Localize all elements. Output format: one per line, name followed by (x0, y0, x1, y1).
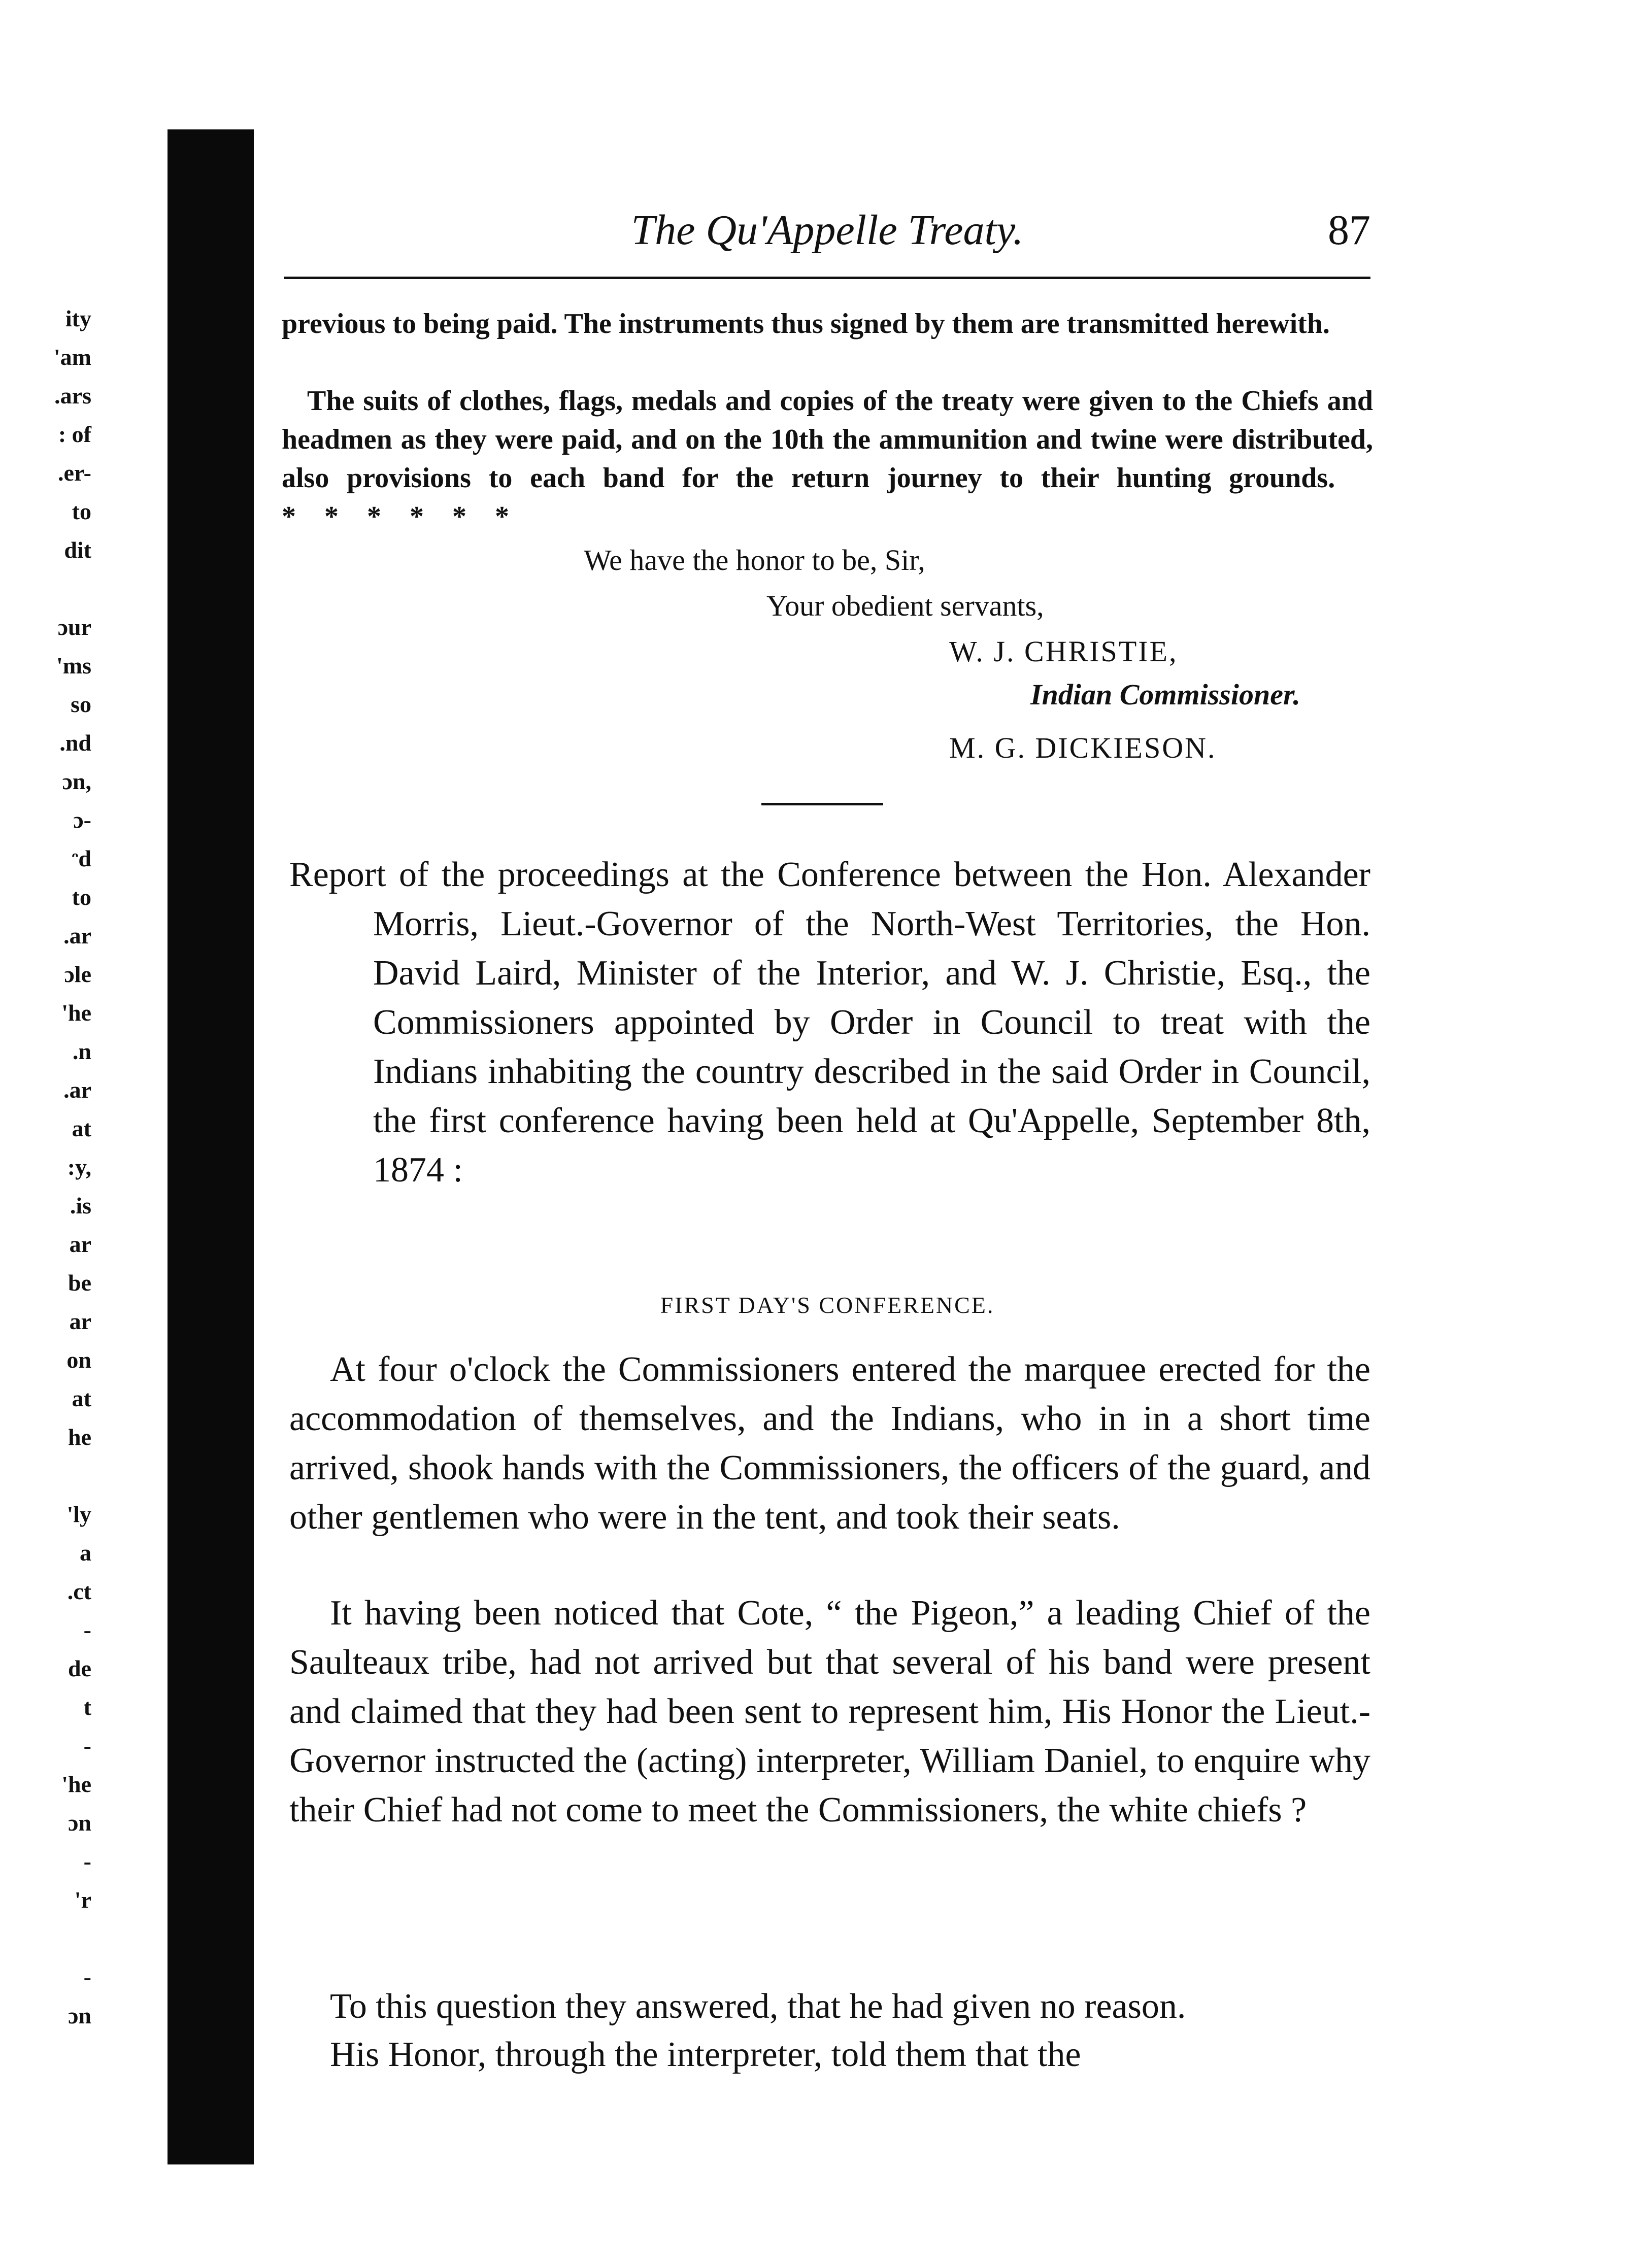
facing-page-fragment: to (72, 498, 91, 524)
facing-page-fragment: 'ly (66, 1501, 91, 1527)
facing-page-fragment: ɔur (57, 614, 91, 640)
facing-page-fragment: a (80, 1540, 91, 1566)
signatory-1-name: W. J. CHRISTIE, (949, 635, 1178, 668)
facing-page-fragment: dit (64, 537, 91, 563)
facing-page-fragment: 'ms (56, 653, 91, 679)
facing-page-fragment: ɔle (64, 961, 91, 987)
body-paragraph-3 (289, 1982, 1370, 2031)
facing-page-fragment: .er- (58, 460, 91, 486)
facing-page-fragment: .ar (63, 1077, 91, 1103)
facing-page-fragment (5, 569, 91, 608)
header-rule (284, 277, 1370, 279)
facing-page-fragment: - (83, 1848, 91, 1874)
section-heading: FIRST DAY'S CONFERENCE. (660, 1292, 995, 1318)
facing-page-fragment: ar (69, 1231, 91, 1257)
facing-page-fragment: .ct (67, 1578, 91, 1604)
page-number: 87 (1328, 207, 1370, 254)
body-paragraph-2 (289, 1588, 1370, 1835)
facing-page-fragment: .ar (63, 923, 91, 949)
letter-closing-1: We have the honor to be, Sir, (584, 544, 925, 577)
facing-page-fragment: ɔn (68, 1810, 91, 1836)
running-title: The Qu'Appelle Treaty. (631, 207, 1024, 254)
facing-page-fragment: to (72, 884, 91, 910)
letter-paragraph-2 (282, 382, 1373, 536)
facing-page-fragment: : of (58, 421, 91, 447)
facing-page-fragment: ɔn, (62, 768, 91, 794)
facing-page-fragment: - (83, 1733, 91, 1758)
facing-page-fragment: at (72, 1115, 91, 1141)
facing-page-fragment: .is (70, 1193, 91, 1218)
facing-page-fragment: be (68, 1270, 91, 1296)
running-head (284, 188, 1370, 254)
facing-page-fragment (5, 1457, 91, 1495)
letter-paragraph-2-text: The suits of clothes, flags, medals and copies of the treaty were given to the Chiefs and headmen as they were paid, and on the 10th the ammunition and twine were distributed, also provisions to each band for the return journey to their hunting grounds. (282, 385, 1373, 494)
facing-page-fragment: t (83, 1694, 91, 1720)
body-paragraph-1 (289, 1345, 1370, 1542)
body-paragraph-4 (289, 2030, 1370, 2079)
facing-page-fragment: ar (69, 1308, 91, 1334)
facing-page-fragments (5, 299, 91, 2035)
signatory-2-name: M. G. DICKIESON. (949, 731, 1217, 764)
facing-page-fragment: :y, (67, 1154, 91, 1180)
binding-shadow (168, 129, 254, 2164)
facing-page-fragment: ity (65, 306, 91, 331)
report-heading-text: Report of the proceedings at the Conference between the Hon. Alexander Morris, Lieut.-Governor of the North-West Territories, the Hon. David Laird, Minister of the Interior, and W. J. Christie, Esq., the Commissioners appointed by Order in Council to treat with the Indians inhabiting the country described in the said Order in Council, the first conference having been held at Qu'Appelle, September 8th, 1874 : (289, 855, 1370, 1190)
facing-page-fragment: at (72, 1385, 91, 1411)
section-divider (761, 803, 883, 805)
facing-page-fragment: de (68, 1655, 91, 1681)
facing-page-fragment: so (71, 691, 91, 717)
facing-page-fragment: - (83, 1617, 91, 1643)
body-paragraph-4-text: His Honor, through the interpreter, told them that the (330, 2035, 1081, 2074)
facing-page-fragment (5, 1919, 91, 1958)
facing-page-fragment: - (83, 1964, 91, 1990)
facing-page-fragment: 'r (74, 1887, 91, 1913)
facing-page-fragment: ᵔd (72, 845, 91, 871)
body-paragraph-1-text: At four o'clock the Commissioners entered the marquee erected for the accommodation of themselves, and the Indians, who in in a short time arrived, shook hands with the Commissioners, the officers of the guard, and other gentlemen who were in the tent, and took their seats. (289, 1350, 1370, 1537)
facing-page-fragment: he (68, 1424, 91, 1450)
facing-page-fragment: on (66, 1347, 91, 1373)
body-paragraph-2-text: It having been noticed that Cote, “ the Pigeon,” a leading Chief of the Saulteaux tribe, had not arrived but that several of his band were present and claimed that they had been sent to represent him, His Honor the Lieut.-Governor instructed the (acting) interpreter, William Daniel, to enquire why their Chief had not come to meet the Commissioners, the white chiefs ? (289, 1594, 1370, 1830)
body-paragraph-3-text: To this question they answered, that he had given no reason. (330, 1987, 1186, 2026)
facing-page-fragment: 'he (61, 1771, 91, 1797)
report-heading (289, 850, 1370, 1195)
facing-page-fragment: ɔn (68, 2003, 91, 2028)
letter-paragraph-1: previous to being paid. The instruments thus signed by them are transmitted herewith. (282, 308, 1330, 340)
facing-page-fragment: .nd (59, 730, 91, 756)
facing-page-fragment: 'am (53, 344, 91, 370)
signatory-1-title: Indian Commissioner. (1030, 678, 1300, 711)
letter-closing-2: Your obedient servants, (766, 589, 1044, 622)
facing-page-fragment: .ars (54, 383, 91, 409)
facing-page-fragment: .n (72, 1038, 91, 1064)
facing-page-fragment: ɔ- (73, 807, 91, 833)
facing-page-fragment: 'he (61, 1000, 91, 1026)
section-break-asterisks: * * * * * * (282, 501, 509, 532)
